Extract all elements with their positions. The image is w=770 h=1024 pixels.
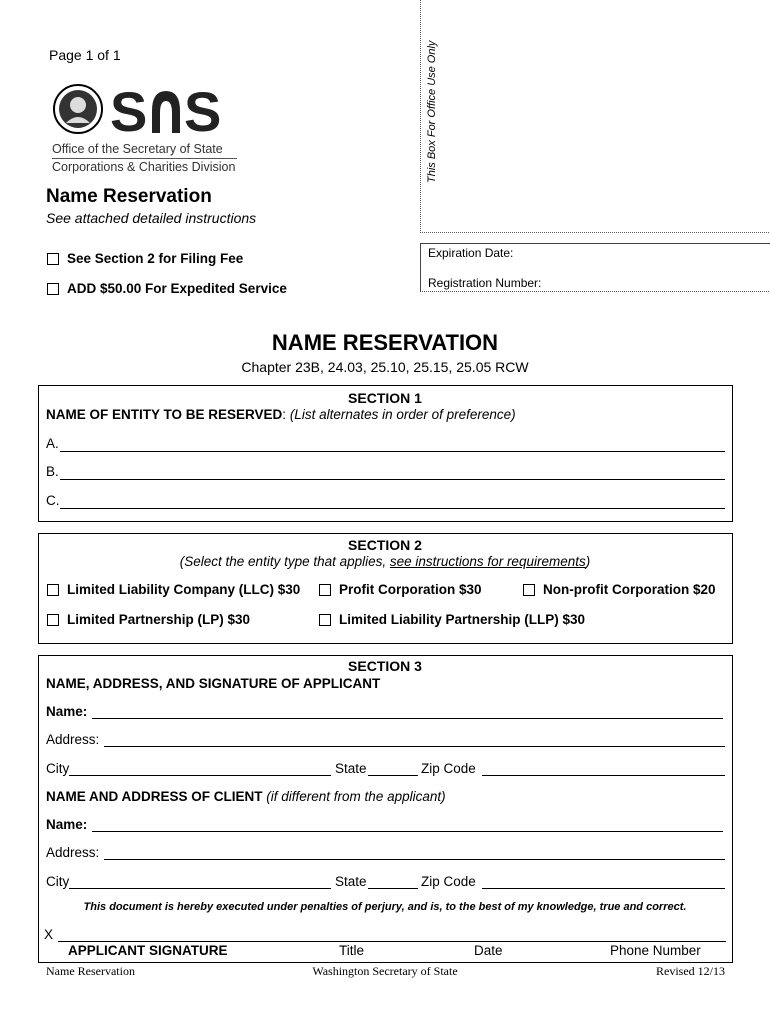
llp-label: Limited Liability Partnership (LLP) $30 — [339, 612, 586, 627]
client-city-label: City — [46, 874, 70, 889]
entity-lp-option[interactable] — [47, 612, 250, 627]
nonprofit-checkbox[interactable] — [523, 584, 535, 596]
applicant-city-label: City — [46, 761, 70, 776]
applicant-zip-input[interactable] — [482, 775, 725, 776]
llc-checkbox[interactable] — [47, 584, 59, 596]
applicant-state-label: State — [335, 761, 367, 776]
entity-name-a-input[interactable] — [60, 451, 725, 452]
entity-profit-corp-option[interactable] — [319, 582, 482, 597]
sos-logo — [52, 83, 237, 173]
logo-division: Corporations & Charities Division — [52, 160, 236, 174]
profit-corp-label: Profit Corporation $30 — [339, 582, 482, 597]
section-1-label-italic: (List alternates in order of preference) — [289, 407, 516, 422]
main-title: NAME RESERVATION — [271, 330, 499, 355]
perjury-statement: This document is hereby executed under penalties of perjury, and is, to the best of my knowledge, true and correct. — [83, 901, 687, 913]
sos-seal-icon — [52, 83, 237, 139]
signature-x-mark: X — [44, 927, 54, 942]
llp-checkbox[interactable] — [319, 614, 331, 626]
client-address-input[interactable] — [104, 859, 725, 860]
entity-llc-option[interactable] — [47, 582, 300, 597]
registration-number-label: Registration Number: — [428, 276, 542, 290]
section-2-instructions — [0, 554, 770, 569]
applicant-state-input[interactable] — [368, 775, 418, 776]
footer-center: Washington Secretary of State — [312, 964, 458, 978]
applicant-address-label: Address: — [46, 732, 100, 747]
section-1-label — [46, 407, 516, 422]
entity-name-c-label: C. — [46, 493, 60, 508]
client-zip-input[interactable] — [482, 888, 725, 889]
applicant-address-input[interactable] — [104, 746, 725, 747]
footer-left: Name Reservation — [46, 964, 135, 978]
section-2-instr-post: ) — [585, 554, 591, 569]
client-zip-label: Zip Code — [421, 874, 476, 889]
filing-fee-option[interactable] — [47, 251, 243, 266]
filing-fee-checkbox[interactable] — [47, 253, 59, 265]
filing-fee-label: See Section 2 for Filing Fee — [67, 251, 244, 266]
client-address-label: Address: — [46, 845, 100, 860]
date-label: Date — [474, 943, 503, 958]
client-name-label: Name: — [46, 817, 88, 832]
section-1-label-bold: NAME OF ENTITY TO BE RESERVED — [46, 407, 283, 422]
entity-name-a-label: A. — [46, 436, 59, 451]
logo-office-name: Office of the Secretary of State — [52, 142, 223, 156]
llc-label: Limited Liability Company (LLC) $30 — [67, 582, 301, 597]
expedited-label: ADD $50.00 For Expedited Service — [67, 281, 287, 296]
applicant-city-input[interactable] — [69, 775, 331, 776]
client-heading-italic: (if different from the applicant) — [266, 789, 446, 804]
client-heading — [46, 789, 446, 804]
client-state-label: State — [335, 874, 367, 889]
client-heading-bold: NAME AND ADDRESS OF CLIENT — [46, 789, 263, 804]
form-title: Name Reservation — [46, 186, 212, 207]
applicant-name-label: Name: — [46, 704, 88, 719]
expedited-option[interactable] — [47, 281, 287, 296]
expiration-date-label: Expiration Date: — [428, 246, 514, 260]
profit-corp-checkbox[interactable] — [319, 584, 331, 596]
section-3-heading: SECTION 3 — [348, 658, 422, 674]
entity-name-c-input[interactable] — [60, 508, 725, 509]
client-city-input[interactable] — [69, 888, 331, 889]
client-name-input[interactable] — [92, 831, 723, 832]
section-1-label-colon: : — [282, 407, 290, 422]
svg-text:S: S — [184, 83, 222, 139]
office-use-label: This Box For Office Use Only — [426, 40, 438, 183]
phone-number-label: Phone Number — [610, 943, 701, 958]
footer-right: Revised 12/13 — [656, 964, 725, 978]
entity-llp-option[interactable] — [319, 612, 585, 627]
section-1-heading: SECTION 1 — [348, 390, 422, 406]
entity-nonprofit-option[interactable] — [523, 582, 716, 597]
client-state-input[interactable] — [368, 888, 418, 889]
expedited-checkbox[interactable] — [47, 283, 59, 295]
office-use-box — [420, 0, 770, 233]
applicant-signature-label: APPLICANT SIGNATURE — [68, 943, 228, 958]
lp-checkbox[interactable] — [47, 614, 59, 626]
section-2-instr-pre: (Select the entity type that applies, — [179, 554, 390, 569]
page-number: Page 1 of 1 — [49, 47, 121, 63]
applicant-zip-label: Zip Code — [421, 761, 476, 776]
applicant-name-input[interactable] — [92, 718, 723, 719]
lp-label: Limited Partnership (LP) $30 — [67, 612, 251, 627]
svg-text:S: S — [110, 83, 148, 139]
chapter-reference: Chapter 23B, 24.03, 25.10, 25.15, 25.05 RCW — [241, 359, 529, 375]
applicant-heading: NAME, ADDRESS, AND SIGNATURE OF APPLICANT — [46, 676, 381, 691]
title-label: Title — [339, 943, 365, 958]
form-subtitle: See attached detailed instructions — [46, 210, 257, 226]
section-2-heading: SECTION 2 — [348, 537, 422, 553]
entity-name-b-input[interactable] — [60, 479, 725, 480]
signature-line-input[interactable] — [58, 941, 726, 942]
section-3-box — [38, 655, 733, 963]
instructions-link[interactable]: see instructions for requirements — [389, 554, 586, 569]
nonprofit-label: Non-profit Corporation $20 — [543, 582, 716, 597]
entity-name-b-label: B. — [46, 464, 59, 479]
